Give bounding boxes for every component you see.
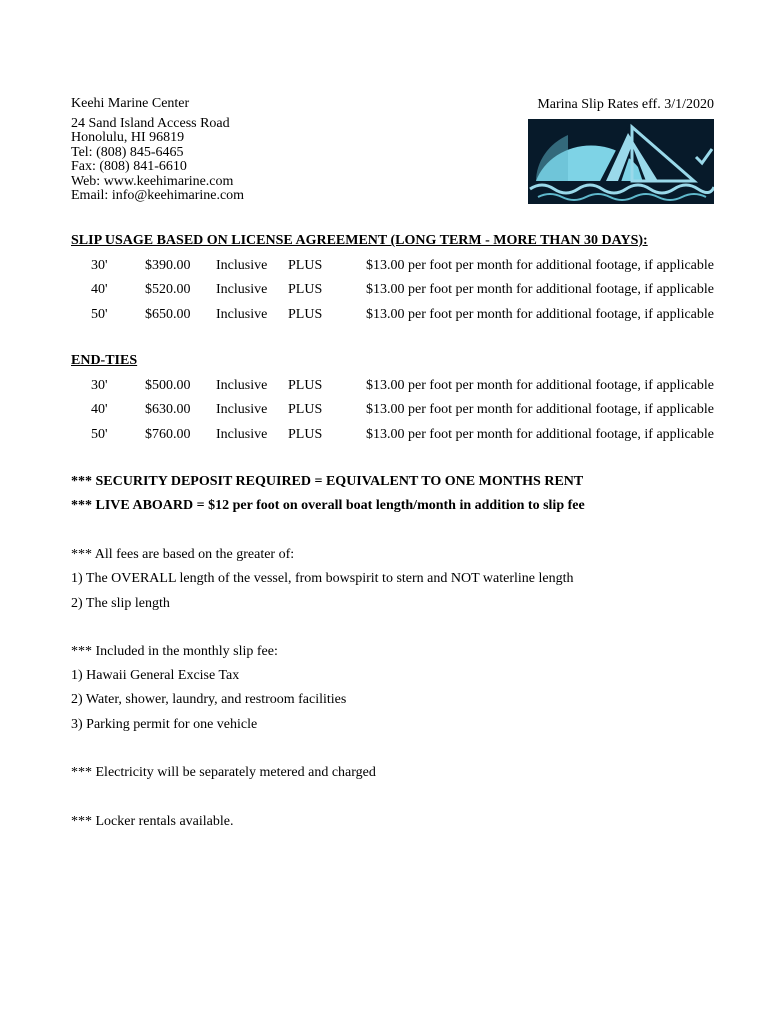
table-row	[71, 307, 716, 331]
list-item: 3) Parking permit for one vehicle	[71, 717, 258, 732]
slip-price: $390.00	[145, 258, 191, 273]
slip-usage-heading: SLIP USAGE BASED ON LICENSE AGREEMENT (LONG TERM - MORE THAN 30 DAYS):	[71, 233, 648, 248]
company-name: Keehi Marine Center	[71, 96, 190, 111]
table-row	[71, 282, 716, 306]
slip-size: 30'	[91, 378, 108, 393]
slip-size: 50'	[91, 306, 108, 322]
inclusive-label: Inclusive	[216, 306, 268, 322]
locker-rentals-note: *** Locker rentals available.	[71, 814, 234, 829]
inclusive-label: Inclusive	[216, 378, 268, 393]
additional-footage-note: $13.00 per foot per month for additional footage, if applicable	[366, 306, 714, 322]
additional-footage-note: $13.00 per foot per month for additional footage, if applicable	[366, 258, 714, 273]
plus-label: PLUS	[288, 402, 323, 418]
table-row	[71, 427, 716, 451]
slip-price: $500.00	[145, 378, 191, 393]
plus-label: PLUS	[288, 282, 323, 298]
list-item: 1) Hawaii General Excise Tax	[71, 668, 240, 683]
plus-label: PLUS	[288, 378, 323, 393]
plus-label: PLUS	[288, 258, 323, 273]
list-item: 1) The OVERALL length of the vessel, from bowspirit to stern and NOT waterline length	[71, 571, 574, 586]
slip-usage-rates-table	[71, 258, 716, 331]
city-state-zip: Honolulu, HI 96819	[71, 130, 185, 145]
list-item: 2) The slip length	[71, 596, 170, 611]
slip-price: $760.00	[145, 426, 191, 442]
slip-price: $630.00	[145, 402, 191, 418]
plus-label: PLUS	[288, 426, 323, 442]
rates-effective-title: Marina Slip Rates eff. 3/1/2020	[537, 97, 714, 112]
slip-size: 40'	[91, 282, 108, 298]
telephone: Tel: (808) 845-6465	[71, 144, 184, 160]
email: Email: info@keehimarine.com	[71, 188, 245, 203]
address-block	[71, 97, 244, 204]
sailboat-sun-logo-icon	[528, 119, 714, 204]
slip-size: 40'	[91, 402, 108, 418]
slip-size: 50'	[91, 426, 108, 442]
inclusive-label: Inclusive	[216, 282, 268, 298]
end-ties-heading: END-TIES	[71, 353, 138, 368]
website: Web: www.keehimarine.com	[71, 173, 234, 189]
additional-footage-note: $13.00 per foot per month for additional footage, if applicable	[366, 282, 714, 298]
company-logo	[528, 119, 714, 204]
security-deposit-notice: *** SECURITY DEPOSIT REQUIRED = EQUIVALENT TO ONE MONTHS RENT	[71, 474, 584, 489]
slip-price: $650.00	[145, 306, 191, 322]
plus-label: PLUS	[288, 306, 323, 322]
fees-basis-intro: *** All fees are based on the greater of:	[71, 547, 295, 562]
included-fees-intro: *** Included in the monthly slip fee:	[71, 644, 278, 659]
list-item: 2) Water, shower, laundry, and restroom facilities	[71, 692, 347, 707]
table-row	[71, 258, 716, 282]
inclusive-label: Inclusive	[216, 258, 268, 273]
electricity-note: *** Electricity will be separately metered and charged	[71, 765, 376, 780]
table-row	[71, 402, 716, 426]
inclusive-label: Inclusive	[216, 426, 268, 442]
inclusive-label: Inclusive	[216, 402, 268, 418]
slip-price: $520.00	[145, 282, 191, 298]
live-aboard-notice: *** LIVE ABOARD = $12 per foot on overall boat length/month in addition to slip fee	[71, 498, 585, 513]
fax: Fax: (808) 841-6610	[71, 159, 187, 174]
additional-footage-note: $13.00 per foot per month for additional footage, if applicable	[366, 426, 714, 442]
additional-footage-note: $13.00 per foot per month for additional footage, if applicable	[366, 378, 714, 393]
slip-size: 30'	[91, 258, 108, 273]
end-ties-rates-table	[71, 378, 716, 451]
table-row	[71, 378, 716, 402]
additional-footage-note: $13.00 per foot per month for additional footage, if applicable	[366, 402, 714, 418]
street-address: 24 Sand Island Access Road	[71, 115, 230, 131]
